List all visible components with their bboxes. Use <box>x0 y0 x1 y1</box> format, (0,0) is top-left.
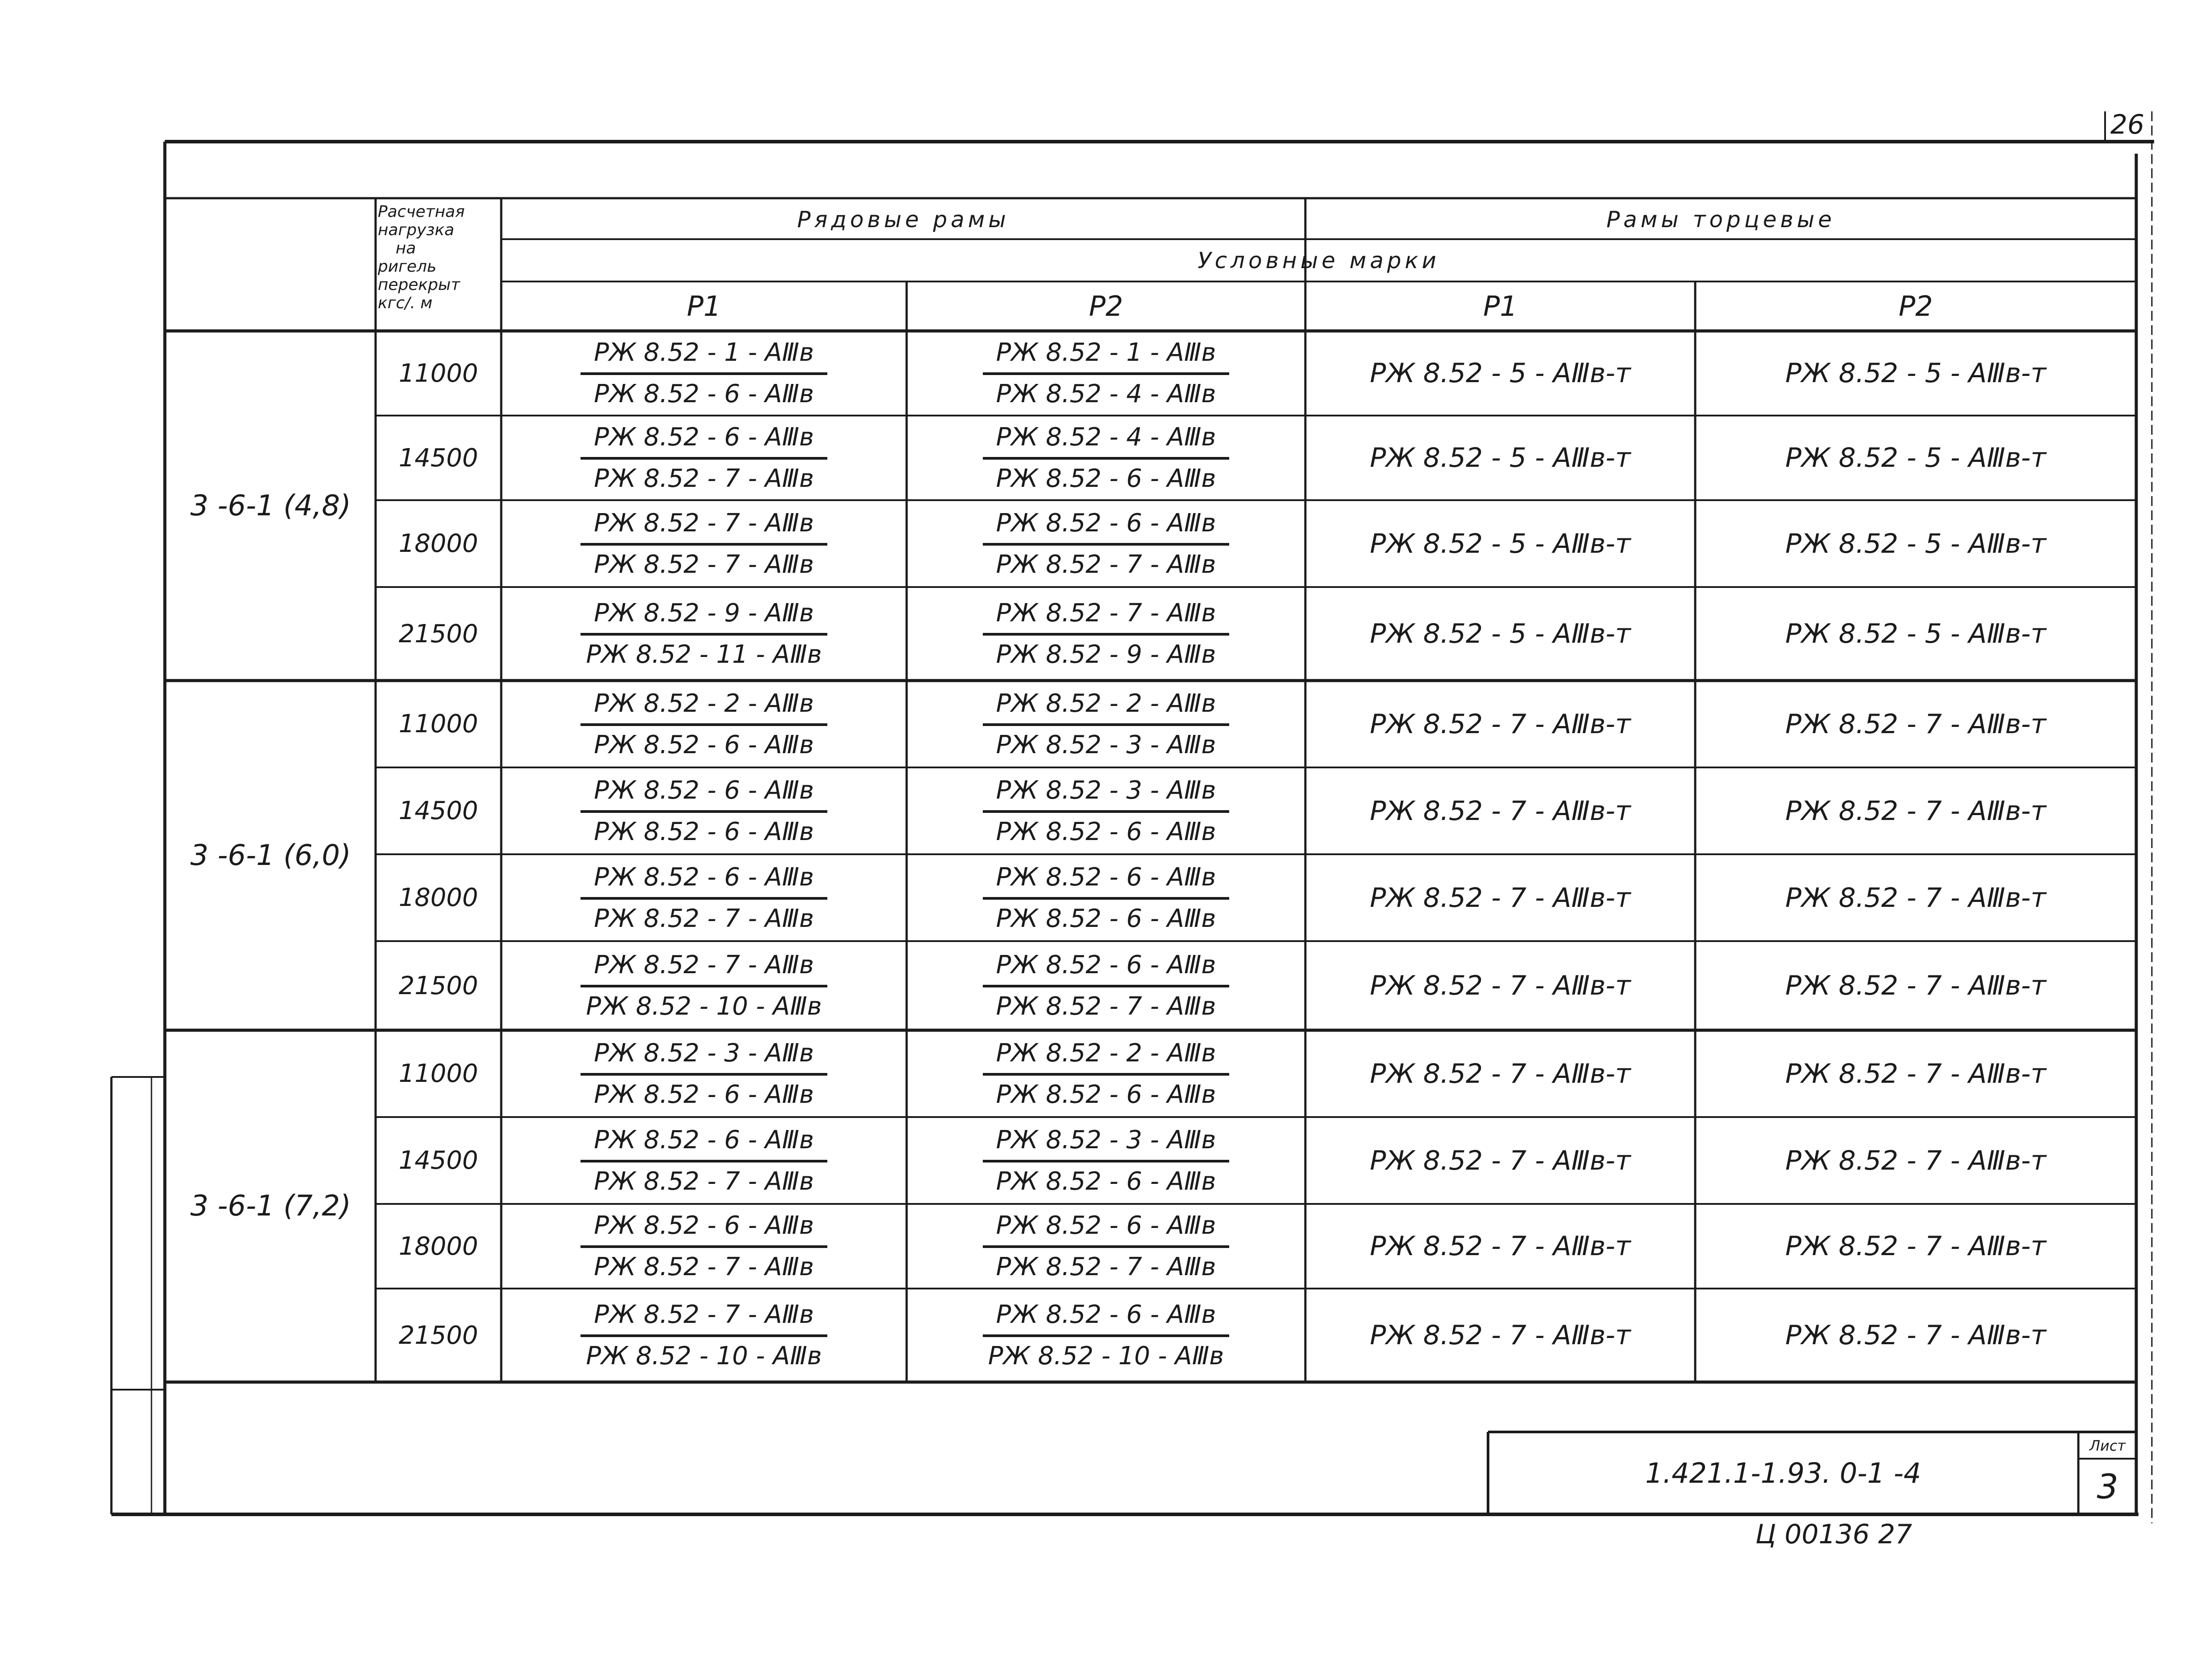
row-frame-p2-cell <box>907 500 1305 587</box>
end-frame-p1-cell: РЖ 8.52 - 5 - АⅢв-т <box>1370 528 1631 559</box>
mark-denominator: РЖ 8.52 - 6 - АⅢв <box>594 1080 814 1109</box>
row-frame-p1-cell <box>501 1204 907 1289</box>
mark-numerator: РЖ 8.52 - 6 - АⅢв <box>581 423 827 460</box>
row-frame-p1-cell <box>501 416 907 500</box>
mark-denominator: РЖ 8.52 - 10 - АⅢв <box>988 1342 1224 1370</box>
row-frame-p1-cell <box>501 1289 907 1382</box>
col-header-end-p2: Р2 <box>1898 290 1933 322</box>
load-value: 18000 <box>398 1232 478 1261</box>
row-frame-p1-cell <box>501 681 907 767</box>
mark-denominator: РЖ 8.52 - 3 - АⅢв <box>996 730 1216 759</box>
mark-numerator: РЖ 8.52 - 6 - АⅢв <box>581 1211 827 1248</box>
mark-denominator: РЖ 8.52 - 6 - АⅢв <box>594 379 814 408</box>
group-label: 3 -6-1 (7,2) <box>190 1190 351 1223</box>
mark-denominator: РЖ 8.52 - 7 - АⅢв <box>996 992 1216 1021</box>
col-header-end-p1: Р1 <box>1483 290 1517 322</box>
end-frame-p1-cell: РЖ 8.52 - 5 - АⅢв-т <box>1370 442 1631 473</box>
mark-denominator: РЖ 8.52 - 7 - АⅢв <box>996 1252 1216 1281</box>
load-value: 18000 <box>398 529 478 558</box>
row-frame-p2-cell <box>907 681 1305 767</box>
end-frame-p2-cell: РЖ 8.52 - 7 - АⅢв-т <box>1785 708 2046 740</box>
mark-numerator: РЖ 8.52 - 6 - АⅢв <box>581 776 827 813</box>
inventory-stamp: Ц 00136 27 <box>1755 1519 1912 1550</box>
row-frame-p1-cell <box>501 500 907 587</box>
end-frame-p2-cell: РЖ 8.52 - 7 - АⅢв-т <box>1785 1320 2046 1351</box>
end-frame-p1-cell: РЖ 8.52 - 7 - АⅢв-т <box>1370 970 1631 1001</box>
mark-numerator: РЖ 8.52 - 1 - АⅢв <box>581 338 827 375</box>
mark-numerator: РЖ 8.52 - 3 - АⅢв <box>581 1039 827 1076</box>
load-header-line: на <box>396 239 416 257</box>
mark-denominator: РЖ 8.52 - 7 - АⅢв <box>996 550 1216 579</box>
end-frame-p1-cell: РЖ 8.52 - 7 - АⅢв-т <box>1370 882 1631 914</box>
sheet-label: Лист <box>2089 1437 2126 1454</box>
page-number: 26 <box>2110 109 2145 140</box>
load-header-line: нагрузка <box>378 221 454 239</box>
mark-denominator: РЖ 8.52 - 7 - АⅢв <box>594 904 814 933</box>
mark-denominator: РЖ 8.52 - 10 - АⅢв <box>586 1342 822 1370</box>
mark-denominator: РЖ 8.52 - 7 - АⅢв <box>594 550 814 579</box>
mark-numerator: РЖ 8.52 - 6 - АⅢв <box>983 950 1230 987</box>
end-frame-p1-cell: РЖ 8.52 - 7 - АⅢв-т <box>1370 795 1631 827</box>
end-frame-p1-cell: РЖ 8.52 - 7 - АⅢв-т <box>1370 1145 1631 1176</box>
mark-denominator: РЖ 8.52 - 6 - АⅢв <box>996 904 1216 933</box>
sheet-number: 3 <box>2097 1466 2118 1506</box>
row-frame-p2-cell <box>907 331 1305 416</box>
mark-numerator: РЖ 8.52 - 6 - АⅢв <box>983 863 1230 900</box>
load-value: 21500 <box>398 971 478 1000</box>
header-row-frames: Рядовые рамы <box>797 206 1010 232</box>
end-frame-p2-cell: РЖ 8.52 - 7 - АⅢв-т <box>1785 1231 2046 1262</box>
end-frame-p2-cell: РЖ 8.52 - 7 - АⅢв-т <box>1785 882 2046 914</box>
header-conventional-marks: Условные марки <box>1198 248 1440 273</box>
mark-numerator: РЖ 8.52 - 7 - АⅢв <box>581 1300 827 1337</box>
mark-denominator: РЖ 8.52 - 6 - АⅢв <box>996 817 1216 846</box>
load-value: 11000 <box>398 359 478 388</box>
row-frame-p2-cell <box>907 587 1305 681</box>
load-header-line: перекрыт <box>378 276 460 294</box>
mark-denominator: РЖ 8.52 - 11 - АⅢв <box>586 640 822 669</box>
mark-numerator: РЖ 8.52 - 7 - АⅢв <box>581 509 827 546</box>
mark-denominator: РЖ 8.52 - 4 - АⅢв <box>996 379 1216 408</box>
end-frame-p2-cell: РЖ 8.52 - 5 - АⅢв-т <box>1785 358 2046 389</box>
end-frame-p1-cell: РЖ 8.52 - 7 - АⅢв-т <box>1370 1320 1631 1351</box>
mark-numerator: РЖ 8.52 - 7 - АⅢв <box>983 599 1230 636</box>
row-frame-p2-cell <box>907 941 1305 1030</box>
mark-denominator: РЖ 8.52 - 10 - АⅢв <box>586 992 822 1021</box>
mark-denominator: РЖ 8.52 - 7 - АⅢв <box>594 1166 814 1196</box>
end-frame-p2-cell: РЖ 8.52 - 7 - АⅢв-т <box>1785 970 2046 1001</box>
mark-numerator: РЖ 8.52 - 2 - АⅢв <box>581 689 827 726</box>
mark-numerator: РЖ 8.52 - 6 - АⅢв <box>581 1126 827 1162</box>
mark-denominator: РЖ 8.52 - 9 - АⅢв <box>996 640 1216 669</box>
row-frame-p1-cell <box>501 1030 907 1117</box>
mark-numerator: РЖ 8.52 - 6 - АⅢв <box>983 509 1230 546</box>
row-frame-p1-cell <box>501 854 907 941</box>
row-frame-p2-cell <box>907 1289 1305 1382</box>
row-frame-p1-cell <box>501 587 907 681</box>
end-frame-p2-cell: РЖ 8.52 - 7 - АⅢв-т <box>1785 795 2046 827</box>
row-frame-p2-cell <box>907 854 1305 941</box>
load-header-line: кгс/. м <box>378 294 433 312</box>
row-frame-p1-cell <box>501 331 907 416</box>
load-header-line: ригель <box>378 257 437 276</box>
end-frame-p2-cell: РЖ 8.52 - 5 - АⅢв-т <box>1785 528 2046 559</box>
end-frame-p2-cell: РЖ 8.52 - 5 - АⅢв-т <box>1785 618 2046 649</box>
load-value: 14500 <box>398 443 478 473</box>
mark-numerator: РЖ 8.52 - 3 - АⅢв <box>983 776 1230 813</box>
mark-numerator: РЖ 8.52 - 3 - АⅢв <box>983 1126 1230 1162</box>
mark-denominator: РЖ 8.52 - 7 - АⅢв <box>594 1252 814 1281</box>
row-frame-p2-cell <box>907 416 1305 500</box>
row-frame-p2-cell <box>907 1204 1305 1289</box>
col-header-rows-p1: Р1 <box>687 290 721 322</box>
group-label: 3 -6-1 (6,0) <box>190 839 351 872</box>
mark-denominator: РЖ 8.52 - 6 - АⅢв <box>594 730 814 759</box>
mark-numerator: РЖ 8.52 - 9 - АⅢв <box>581 599 827 636</box>
mark-numerator: РЖ 8.52 - 1 - АⅢв <box>983 338 1230 375</box>
end-frame-p1-cell: РЖ 8.52 - 7 - АⅢв-т <box>1370 708 1631 740</box>
mark-numerator: РЖ 8.52 - 6 - АⅢв <box>581 863 827 900</box>
end-frame-p1-cell: РЖ 8.52 - 7 - АⅢв-т <box>1370 1058 1631 1089</box>
mark-numerator: РЖ 8.52 - 4 - АⅢв <box>983 423 1230 460</box>
row-frame-p2-cell <box>907 1030 1305 1117</box>
col-header-rows-p2: Р2 <box>1089 290 1123 322</box>
mark-denominator: РЖ 8.52 - 7 - АⅢв <box>594 464 814 493</box>
mark-numerator: РЖ 8.52 - 6 - АⅢв <box>983 1211 1230 1248</box>
load-header-line: Расчетная <box>378 203 465 221</box>
row-frame-p1-cell <box>501 767 907 854</box>
end-frame-p2-cell: РЖ 8.52 - 5 - АⅢв-т <box>1785 442 2046 473</box>
load-value: 14500 <box>398 1146 478 1175</box>
document-code: 1.421.1-1.93. 0-1 -4 <box>1645 1457 1922 1489</box>
load-value: 18000 <box>398 883 478 912</box>
mark-numerator: РЖ 8.52 - 7 - АⅢв <box>581 950 827 987</box>
mark-denominator: РЖ 8.52 - 6 - АⅢв <box>996 1080 1216 1109</box>
row-frame-p1-cell <box>501 941 907 1030</box>
row-frame-p2-cell <box>907 1117 1305 1204</box>
row-frame-p2-cell <box>907 767 1305 854</box>
mark-numerator: РЖ 8.52 - 2 - АⅢв <box>983 1039 1230 1076</box>
load-value: 14500 <box>398 796 478 825</box>
load-value: 11000 <box>398 1059 478 1088</box>
load-value: 11000 <box>398 710 478 738</box>
mark-denominator: РЖ 8.52 - 6 - АⅢв <box>594 817 814 846</box>
mark-numerator: РЖ 8.52 - 2 - АⅢв <box>983 689 1230 726</box>
end-frame-p2-cell: РЖ 8.52 - 7 - АⅢв-т <box>1785 1145 2046 1176</box>
mark-numerator: РЖ 8.52 - 6 - АⅢв <box>983 1300 1230 1337</box>
load-header <box>378 203 500 330</box>
load-value: 21500 <box>398 1321 478 1350</box>
row-frame-p1-cell <box>501 1117 907 1204</box>
mark-denominator: РЖ 8.52 - 6 - АⅢв <box>996 464 1216 493</box>
end-frame-p1-cell: РЖ 8.52 - 5 - АⅢв-т <box>1370 618 1631 649</box>
group-label: 3 -6-1 (4,8) <box>190 489 351 522</box>
header-end-frames: Рамы торцевые <box>1606 206 1836 232</box>
end-frame-p1-cell: РЖ 8.52 - 5 - АⅢв-т <box>1370 358 1631 389</box>
load-value: 21500 <box>398 619 478 649</box>
end-frame-p2-cell: РЖ 8.52 - 7 - АⅢв-т <box>1785 1058 2046 1089</box>
end-frame-p1-cell: РЖ 8.52 - 7 - АⅢв-т <box>1370 1231 1631 1262</box>
mark-denominator: РЖ 8.52 - 6 - АⅢв <box>996 1166 1216 1196</box>
